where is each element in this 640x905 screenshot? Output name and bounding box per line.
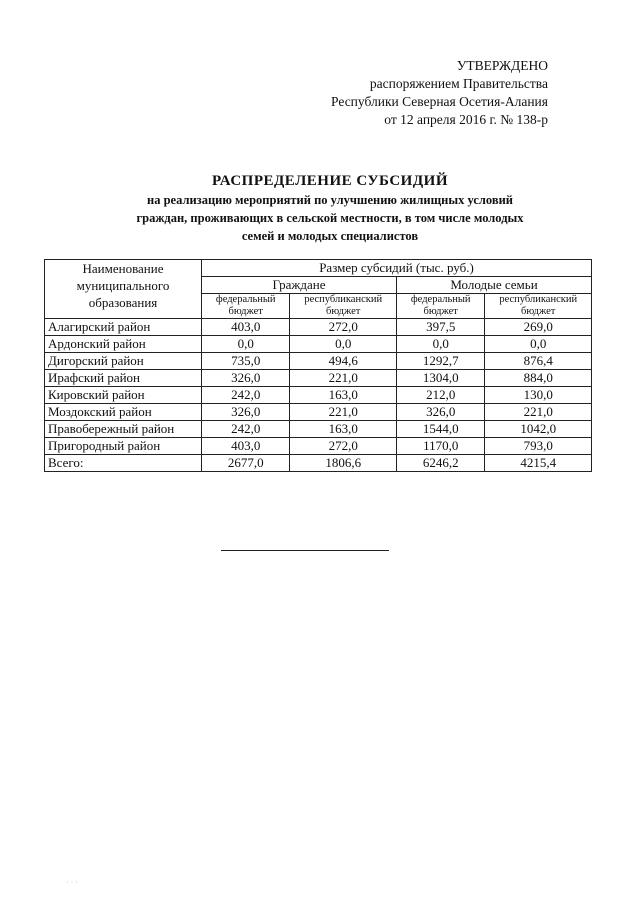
- cell-young-federal: 326,0: [396, 404, 484, 421]
- table-row-total: [45, 455, 592, 472]
- cell-young-federal: 1304,0: [396, 370, 484, 387]
- end-divider-line: [221, 550, 389, 551]
- row-name: Правобережный район: [45, 421, 202, 438]
- cell-citizens-federal: 326,0: [202, 404, 290, 421]
- cell-young-federal: 1170,0: [396, 438, 484, 455]
- cell-young-republic: 884,0: [485, 370, 592, 387]
- cell-citizens-federal: 403,0: [202, 319, 290, 336]
- cell-young-republic: 4215,4: [485, 455, 592, 472]
- table-row: [45, 336, 592, 353]
- document-subtitle-line-2: граждан, проживающих в сельской местности, в том числе молодых: [136, 211, 524, 225]
- cell-young-federal: 6246,2: [396, 455, 484, 472]
- cell-young-republic: 1042,0: [485, 421, 592, 438]
- cell-citizens-republic: 0,0: [290, 336, 397, 353]
- row-name: Ардонский район: [45, 336, 202, 353]
- column-group-young-families: Молодые семьи: [396, 277, 591, 294]
- table-row: [45, 387, 592, 404]
- cell-young-republic: 0,0: [485, 336, 592, 353]
- row-name: Пригородный район: [45, 438, 202, 455]
- column-header-citizens-federal: федеральный бюджет: [202, 294, 290, 319]
- table-row: [45, 438, 592, 455]
- cell-citizens-federal: 242,0: [202, 421, 290, 438]
- cell-citizens-federal: 242,0: [202, 387, 290, 404]
- document-title: РАСПРЕДЕЛЕНИЕ СУБСИДИЙ: [211, 173, 448, 189]
- cell-young-republic: 793,0: [485, 438, 592, 455]
- cell-young-republic: 130,0: [485, 387, 592, 404]
- cell-young-republic: 221,0: [485, 404, 592, 421]
- approval-line-order: распоряжением Правительства: [369, 76, 548, 91]
- cell-citizens-federal: 326,0: [202, 370, 290, 387]
- table-row: [45, 370, 592, 387]
- row-name: Ирафский район: [45, 370, 202, 387]
- cell-young-federal: 397,5: [396, 319, 484, 336]
- column-group-citizens: Граждане: [202, 277, 397, 294]
- column-header-name: Наименование муниципального образования: [45, 260, 202, 319]
- scan-mark: · · ·: [66, 878, 78, 887]
- document-title-block: [40, 172, 620, 245]
- cell-citizens-republic: 1806,6: [290, 455, 397, 472]
- table-row: [45, 353, 592, 370]
- cell-young-federal: 212,0: [396, 387, 484, 404]
- cell-young-federal: 0,0: [396, 336, 484, 353]
- table-row: [45, 404, 592, 421]
- document-subtitle-line-1: на реализацию мероприятий по улучшению жилищных условий: [147, 193, 513, 207]
- cell-citizens-republic: 494,6: [290, 353, 397, 370]
- column-header-subsidy-size: Размер субсидий (тыс. руб.): [202, 260, 592, 277]
- approval-title: УТВЕРЖДЕНО: [456, 58, 548, 73]
- row-name: Всего:: [45, 455, 202, 472]
- cell-young-republic: 269,0: [485, 319, 592, 336]
- cell-citizens-federal: 0,0: [202, 336, 290, 353]
- cell-citizens-federal: 403,0: [202, 438, 290, 455]
- cell-citizens-federal: 2677,0: [202, 455, 290, 472]
- cell-young-federal: 1292,7: [396, 353, 484, 370]
- approval-block: [331, 57, 548, 129]
- cell-young-federal: 1544,0: [396, 421, 484, 438]
- row-name: Алагирский район: [45, 319, 202, 336]
- row-name: Моздокский район: [45, 404, 202, 421]
- cell-citizens-republic: 221,0: [290, 370, 397, 387]
- subsidy-table: [44, 259, 592, 472]
- row-name: Кировский район: [45, 387, 202, 404]
- cell-citizens-republic: 272,0: [290, 438, 397, 455]
- cell-young-republic: 876,4: [485, 353, 592, 370]
- approval-line-date: от 12 апреля 2016 г. № 138-р: [384, 112, 548, 127]
- row-name: Дигорский район: [45, 353, 202, 370]
- table-row: [45, 421, 592, 438]
- approval-line-republic: Республики Северная Осетия-Алания: [331, 94, 548, 109]
- cell-citizens-republic: 221,0: [290, 404, 397, 421]
- column-header-young-republic: республиканский бюджет: [485, 294, 592, 319]
- cell-citizens-federal: 735,0: [202, 353, 290, 370]
- column-header-citizens-republic: республиканский бюджет: [290, 294, 397, 319]
- cell-citizens-republic: 272,0: [290, 319, 397, 336]
- table-row: [45, 319, 592, 336]
- cell-citizens-republic: 163,0: [290, 421, 397, 438]
- column-header-young-federal: федеральный бюджет: [396, 294, 484, 319]
- document-subtitle-line-3: семей и молодых специалистов: [241, 229, 419, 243]
- cell-citizens-republic: 163,0: [290, 387, 397, 404]
